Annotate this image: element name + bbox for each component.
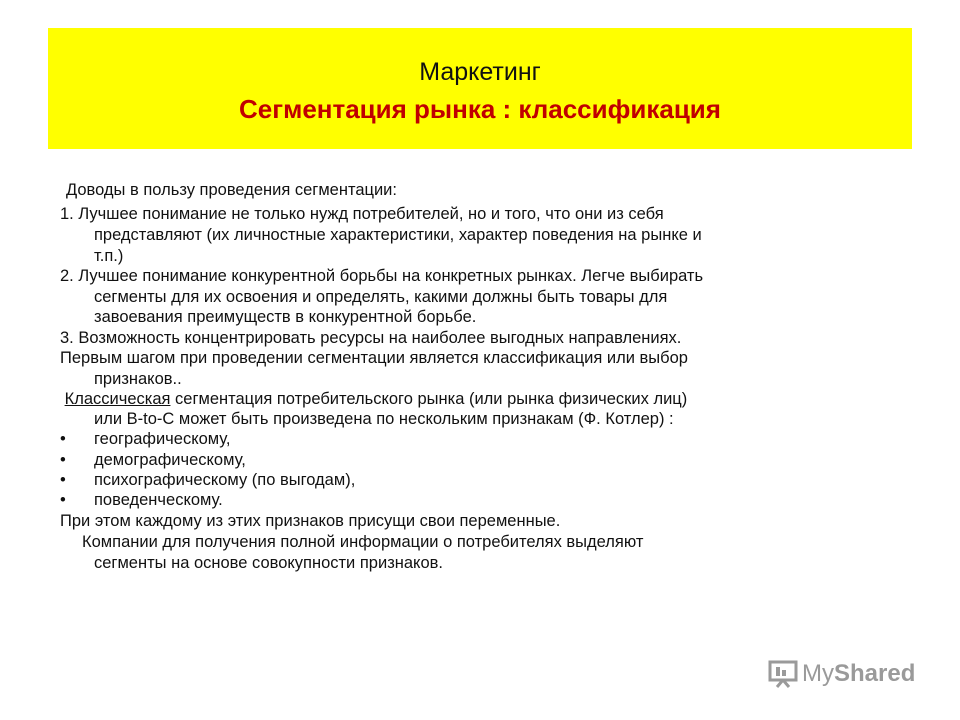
classic-underlined: Классическая <box>64 390 171 408</box>
classic-line-2: или B-to-C может быть произведена по нескольким признакам (Ф. Котлер) : <box>94 410 674 428</box>
bullet-item: демографическому, <box>94 451 246 469</box>
myshared-watermark <box>768 660 915 688</box>
slide-title: Маркетинг <box>419 58 541 86</box>
point-3: 3. Возможность концентрировать ресурсы на наиболее выгодных направлениях. <box>60 329 682 347</box>
companies-line-2: сегменты на основе совокупности признаков. <box>94 554 443 572</box>
bullet-icon: • <box>60 491 66 509</box>
point-1-line-2: представляют (их личностные характеристики, характер поведения на рынке и <box>94 226 702 244</box>
logo-text-bold: Shared <box>834 660 916 687</box>
classic-line-1 <box>60 389 687 409</box>
point-2-line-3: завоевания преимуществ в конкурентной борьбе. <box>94 308 477 326</box>
bullet-item: географическому, <box>94 430 231 448</box>
title-banner <box>48 28 912 149</box>
first-step-line-1: Первым шагом при проведении сегментации является классификация или выбор <box>60 349 688 367</box>
bullet-icon: • <box>60 451 66 469</box>
bullet-item: поведенческому. <box>94 491 223 509</box>
bullet-icon: • <box>60 430 66 448</box>
companies-line-1: Компании для получения полной информации о потребителях выделяют <box>82 533 644 551</box>
point-2-line-1: 2. Лучшее понимание конкурентной борьбы на конкретных рынках. Легче выбирать <box>60 267 704 285</box>
first-step-line-2: признаков.. <box>94 370 182 388</box>
logo-text-light: My <box>802 660 834 687</box>
classic-rest: сегментация потребительского рынка (или рынка физических лиц) <box>170 390 688 408</box>
point-1-line-3: т.п.) <box>94 247 124 265</box>
point-2-line-2: сегменты для их освоения и определять, какими должны быть товары для <box>94 288 668 306</box>
bullet-item: психографическому (по выгодам), <box>94 471 356 489</box>
presentation-icon <box>768 660 798 688</box>
slide-subtitle: Сегментация рынка : классификация <box>239 94 721 124</box>
point-1-line-1: 1. Лучшее понимание не только нужд потребителей, но и того, что они из себя <box>60 205 664 223</box>
bullet-icon: • <box>60 471 66 489</box>
variables-text: При этом каждому из этих признаков присущи свои переменные. <box>60 512 561 530</box>
intro-text: Доводы в пользу проведения сегментации: <box>66 181 397 199</box>
